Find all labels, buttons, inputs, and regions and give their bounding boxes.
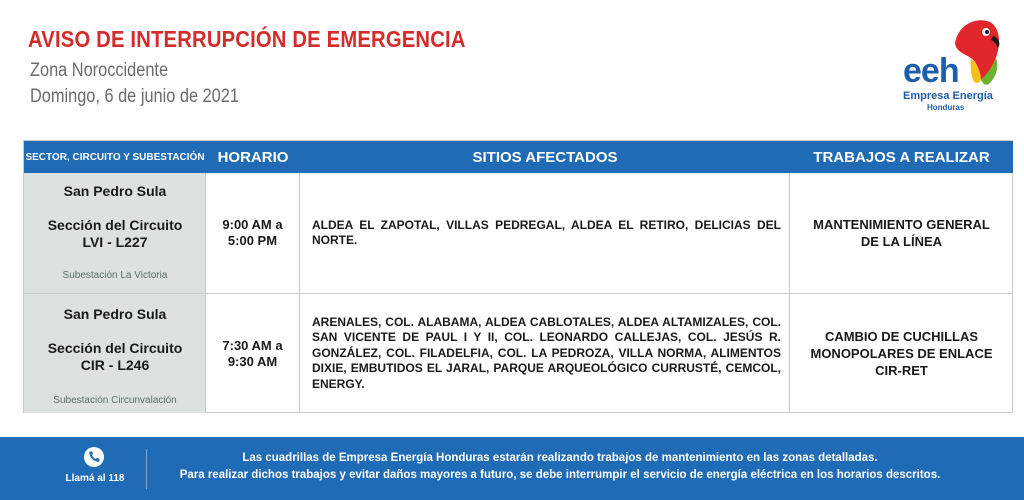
logo-line2: Honduras bbox=[927, 103, 965, 112]
row-work: MANTENIMIENTO GENERAL DE LA LÍNEA bbox=[813, 217, 990, 249]
row-time-end: 5:00 PM bbox=[227, 233, 278, 248]
header-sector: SECTOR, CIRCUITO Y SUBESTACIÓN bbox=[24, 141, 206, 173]
row-sites: ALDEA EL ZAPOTAL, VILLAS PEDREGAL, ALDEA EL RETIRO, DELICIAS DEL NORTE. bbox=[312, 217, 781, 247]
table-row-1-horario bbox=[206, 173, 300, 294]
row-circuit-label: Sección del Circuito bbox=[47, 340, 183, 356]
table-row-1-trabajos bbox=[790, 173, 1013, 294]
row-circuit-label: Sección del Circuito bbox=[47, 217, 183, 233]
phone-icon[interactable] bbox=[84, 447, 104, 467]
header-sitios: SITIOS AFECTADOS bbox=[300, 141, 790, 173]
row-substation: Subestación La Victoria bbox=[62, 270, 168, 281]
eeh-logo bbox=[895, 14, 1005, 114]
row-work: CAMBIO DE CUCHILLAS MONOPOLARES DE ENLACE CIR-RET bbox=[810, 329, 993, 378]
row-substation: Subestación Circunvalación bbox=[53, 395, 177, 406]
row-time-start: 7:30 AM a bbox=[222, 337, 283, 353]
footer-line-1: Las cuadrillas de Empresa Energía Honduras estarán realizando trabajos de mantenimiento en las zonas detalladas. bbox=[242, 452, 878, 464]
phone-glyph-icon bbox=[84, 447, 104, 467]
footer-banner bbox=[0, 437, 1024, 500]
page-title: AVISO DE INTERRUPCIÓN DE EMERGENCIA bbox=[28, 26, 466, 52]
zone-label: Zona Noroccidente bbox=[30, 60, 169, 81]
logo-line1: Empresa Energía bbox=[903, 90, 993, 102]
row-city: San Pedro Sula bbox=[63, 183, 167, 199]
footer-line-2: Para realizar dichos trabajos y evitar daños mayores a futuro, se debe interrumpir el servicio de energía eléctrica en los horarios descritos. bbox=[179, 469, 941, 481]
table-row-2-sitios bbox=[300, 294, 790, 413]
date-label: Domingo, 6 de junio de 2021 bbox=[30, 86, 239, 107]
row-time-start: 9:00 AM a bbox=[222, 217, 283, 232]
table-row-2-horario bbox=[206, 294, 300, 413]
header-horario: HORARIO bbox=[206, 141, 300, 173]
header-trabajos: TRABAJOS A REALIZAR bbox=[790, 141, 1013, 173]
table-row-1-sector bbox=[24, 173, 206, 294]
table-row-1-sitios bbox=[300, 173, 790, 294]
phone-label: Llamá al 118 bbox=[65, 473, 125, 484]
table-row-2-trabajos bbox=[790, 294, 1013, 413]
row-time-end: 9:30 AM bbox=[227, 353, 278, 369]
row-sites: ARENALES, COL. ALABAMA, ALDEA CABLOTALES, ALDEA ALTAMIZALES, COL. SAN VICENTE DE PAUL I Y II, COL. LEONARDO CALLEJAS, COL. JESÚS R. GONZÁLEZ, COL. FILADELFIA, COL. LA PEDROZA, VILLA NORMA, ALIMENTOS DIXIE, EMBUTIDOS EL JARAL, PARQUE ARQUEOLÓGICO CURRUSTÉ, CEMCOL, ENERGY. bbox=[312, 314, 781, 391]
table-row-2-sector bbox=[24, 294, 206, 413]
row-city: San Pedro Sula bbox=[63, 306, 167, 322]
outage-table bbox=[23, 140, 1013, 413]
logo-mark: eeh bbox=[903, 52, 959, 90]
row-circuit-code: CIR - L246 bbox=[80, 357, 150, 373]
footer-divider bbox=[146, 449, 147, 489]
row-circuit-code: LVI - L227 bbox=[82, 234, 148, 250]
